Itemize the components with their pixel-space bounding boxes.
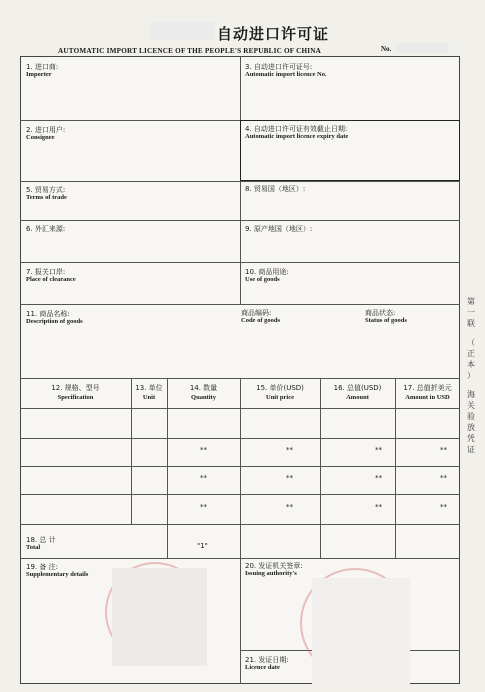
column-header-amount: 16. 总值(USD) Amount <box>333 384 382 401</box>
expiry-date-label: 4. 自动进口许可证有效截止日期: Automatic import licence expiry date <box>245 125 349 140</box>
column-header-unit-price: 15. 单价(USD) Unit price <box>256 384 304 401</box>
title-en: AUTOMATIC IMPORT LICENCE OF THE PEOPLE'S REPUBLIC OF CHINA <box>58 47 322 55</box>
table-cell-amount: ** <box>375 503 382 511</box>
licence-date-label: 21. 发证日期: Licence date <box>245 656 289 671</box>
licence-no-label: No. <box>381 45 392 53</box>
table-cell-amount-usd: ** <box>440 446 447 454</box>
forex-source-label: 6. 外汇来源: <box>26 225 66 233</box>
side-copy-note: 第 一 联 （ 正 本 ） 海 关 验 放 凭 证 <box>467 297 475 454</box>
table-cell-quantity: ** <box>200 474 207 482</box>
table-cell-amount-usd: ** <box>440 503 447 511</box>
status-of-goods-label: 商品状态: Status of goods <box>365 309 407 324</box>
issuing-authority-label: 20. 发证机关签章: Issuing authority's <box>245 562 303 577</box>
redacted-block <box>150 22 215 40</box>
code-of-goods-label: 商品编码: Code of goods <box>241 309 281 324</box>
table-cell-amount-usd: ** <box>440 474 447 482</box>
table-cell-unit-price: ** <box>286 446 293 454</box>
place-of-clearance-label: 7. 报关口岸: Place of clearance <box>26 268 76 283</box>
importer-label: 1. 进口商: Importer <box>26 63 59 78</box>
table-cell-unit-price: ** <box>286 503 293 511</box>
table-cell-amount: ** <box>375 446 382 454</box>
licence-no-field-label: 3. 自动进口许可证号: Automatic import licence No. <box>245 63 327 78</box>
consignee-label: 2. 进口用户: Consignee <box>26 126 66 141</box>
column-header-quantity: 14. 数量 Quantity <box>189 384 218 401</box>
redacted-block <box>112 568 207 666</box>
total-quantity-value: "1" <box>197 542 208 550</box>
description-of-goods-label: 11. 商品名称: Description of goods <box>26 310 83 325</box>
origin-country-label: 9. 原产地国（地区）: <box>245 225 313 233</box>
column-header-unit: 13. 单位 Unit <box>135 384 163 401</box>
use-of-goods-label: 10. 商品用途: Use of goods <box>245 268 289 283</box>
title-zh: 自动进口许可证 <box>217 25 330 43</box>
table-cell-unit-price: ** <box>286 474 293 482</box>
table-cell-quantity: ** <box>200 446 207 454</box>
column-header-amount-usd: 17. 总值折美元 Amount in USD <box>403 384 452 401</box>
redacted-block <box>397 43 449 53</box>
trade-country-label: 8. 贸易国（地区）: <box>245 185 306 193</box>
table-cell-amount: ** <box>375 474 382 482</box>
total-label: 18. 总 计 Total <box>26 536 56 551</box>
column-header-specification: 12. 规格、型号 Specification <box>51 384 100 401</box>
table-cell-quantity: ** <box>200 503 207 511</box>
redacted-block <box>312 578 410 684</box>
terms-of-trade-label: 5. 贸易方式: Terms of trade <box>26 186 67 201</box>
supplementary-details-label: 19. 备 注: Supplementary details <box>26 563 89 578</box>
